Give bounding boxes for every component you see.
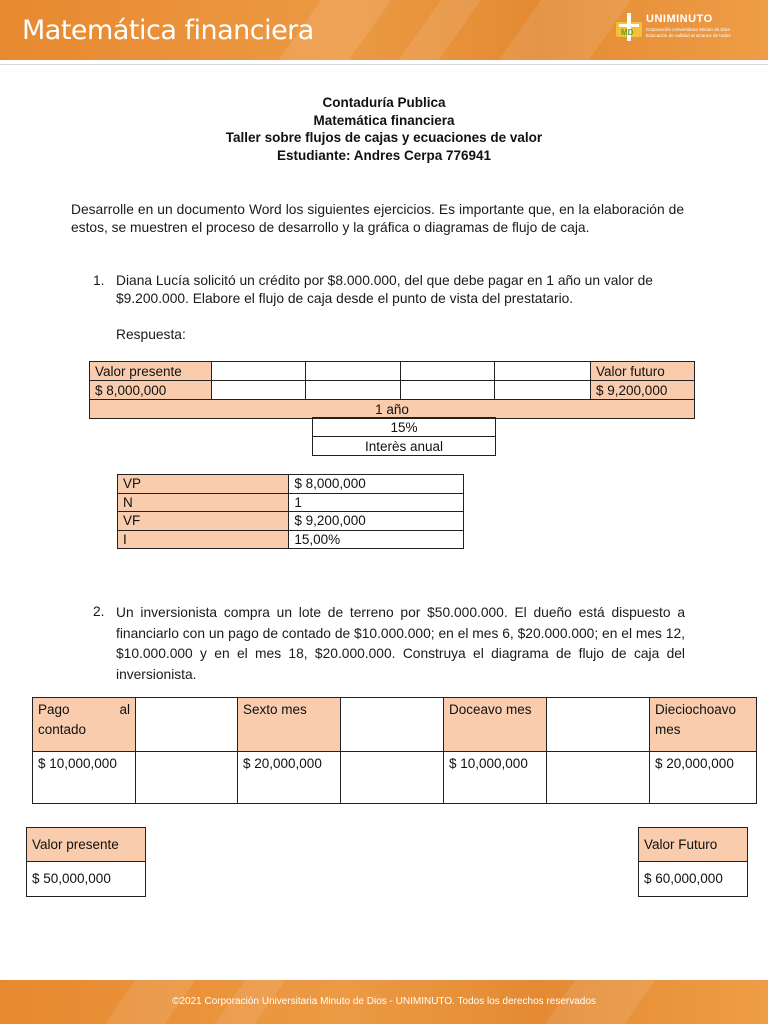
summary-value: 1	[289, 493, 464, 512]
title-student: Estudiante: Andres Cerpa 776941	[276, 147, 492, 163]
empty-cell	[211, 362, 305, 381]
page-footer	[0, 980, 768, 1024]
exercise-1-text: Diana Lucía solicitó un crédito por $8.000.000, del que debe pagar en 1 año un valor de $9.200.000. Elabore el flujo de caja desde el punto de vista del prestatario.	[116, 273, 653, 306]
copyright-text: ©2021 Corporación Universitaria Minuto de Dios - UNIMINUTO. Todos los derechos reservados	[172, 996, 596, 1007]
summary-label: VF	[118, 512, 289, 531]
exercise-1-number: 1.	[93, 273, 105, 288]
title-course: Matemática financiera	[313, 112, 455, 128]
logo-name: UNIMINUTO	[646, 13, 713, 25]
document-title-block	[0, 94, 768, 164]
header-title: Matemática financiera	[22, 15, 314, 46]
payment-value-cell: $ 10,000,000	[33, 752, 136, 804]
logo-mark-icon	[616, 13, 642, 41]
answer-label: Respuesta:	[116, 327, 186, 342]
cash-flow-table-1	[89, 361, 695, 419]
rate-value-cell: 15%	[313, 418, 496, 437]
future-value-box	[638, 827, 748, 897]
title-program: Contaduría Publica	[322, 95, 446, 110]
fv-box-label: Valor Futuro	[639, 828, 747, 862]
fv-value-cell: $ 9,200,000	[591, 381, 695, 400]
pv-label-cell: Valor presente	[90, 362, 212, 381]
pv-box-value: $ 50,000,000	[32, 871, 111, 886]
svg-text:MD: MD	[621, 28, 634, 37]
exercise-2-number: 2.	[93, 604, 105, 619]
empty-cell	[136, 698, 238, 752]
empty-cell	[547, 698, 650, 752]
summary-label: VP	[118, 475, 289, 494]
cash-flow-table-2	[32, 697, 757, 804]
fv-label-cell: Valor futuro	[591, 362, 695, 381]
empty-cell	[341, 698, 444, 752]
period-cell: 1 año	[90, 400, 695, 419]
fv-box-value: $ 60,000,000	[644, 871, 723, 886]
empty-cell	[401, 381, 495, 400]
pv-box-label: Valor presente	[27, 828, 145, 862]
empty-cell	[495, 362, 591, 381]
summary-label: N	[118, 493, 289, 512]
intro-paragraph: Desarrolle en un documento Word los siguientes ejercicios. Es importante que, en la elaboración de estos, se muestren el proceso de desarrollo y la gráfica o diagramas de flujo de caja.	[71, 202, 684, 235]
empty-cell	[305, 381, 401, 400]
header-divider	[0, 64, 768, 65]
payment-header-cell: Sexto mes	[238, 698, 341, 752]
pv-value-cell: $ 8,000,000	[90, 381, 212, 400]
present-value-box	[26, 827, 146, 897]
summary-value: $ 9,200,000	[289, 512, 464, 531]
logo-subtitle: Corporación Universitaria Minuto de Dios · Educación de calidad al alcance de todos	[646, 27, 733, 38]
empty-cell	[495, 381, 591, 400]
empty-cell	[136, 752, 238, 804]
rate-label-cell: Interès anual	[313, 437, 496, 456]
empty-cell	[341, 752, 444, 804]
empty-cell	[547, 752, 650, 804]
payment-header-cell: Dieciochoavo mes	[650, 698, 757, 752]
rate-table	[312, 417, 496, 456]
empty-cell	[211, 381, 305, 400]
summary-value: 15,00%	[289, 530, 464, 549]
summary-label: I	[118, 530, 289, 549]
page-header	[0, 0, 768, 60]
payment-header-cell: Doceavo mes	[444, 698, 547, 752]
payment-value-cell: $ 20,000,000	[238, 752, 341, 804]
summary-value: $ 8,000,000	[289, 475, 464, 494]
uniminuto-logo	[616, 11, 746, 45]
title-workshop: Taller sobre flujos de cajas y ecuaciones de valor	[225, 130, 543, 145]
empty-cell	[305, 362, 401, 381]
payment-header-cell: Pago al contado	[33, 698, 136, 752]
payment-value-cell: $ 10,000,000	[444, 752, 547, 804]
payment-value-cell: $ 20,000,000	[650, 752, 757, 804]
summary-table	[117, 474, 464, 549]
empty-cell	[401, 362, 495, 381]
exercise-2-text: Un inversionista compra un lote de terreno por $50.000.000. El dueño está dispuesto a financiarlo con un pago de contado de $10.000.000; en el mes 6, $20.000.000; en el mes 12, $10.000.000 y en el mes 18, $20.000.000. Construya el diagrama de flujo de caja del inversionista.	[116, 605, 685, 682]
